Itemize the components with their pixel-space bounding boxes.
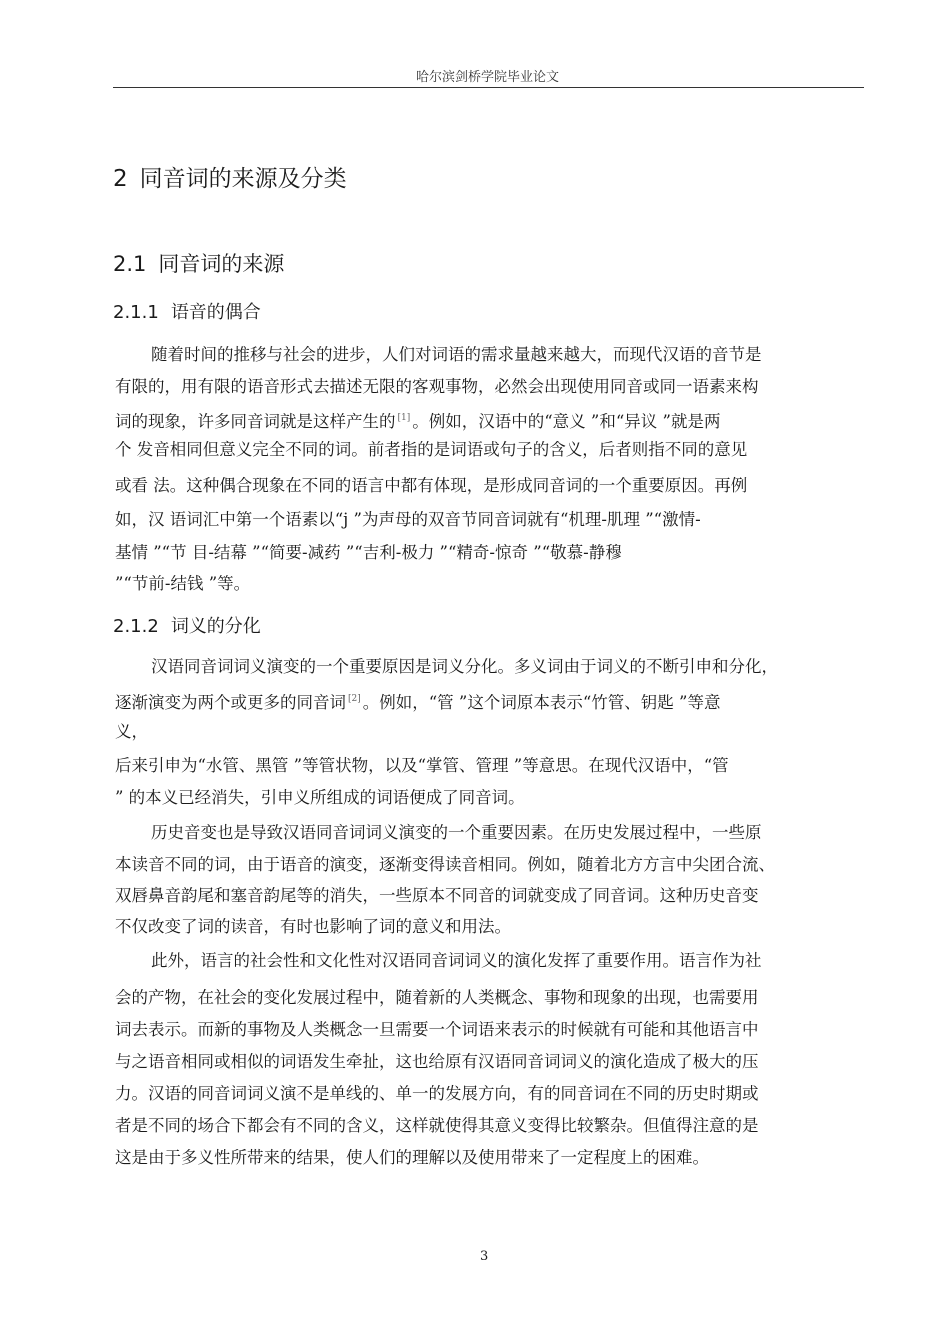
body-line <box>115 688 720 714</box>
body-line: 随着时间的推移与社会的进步，人们对词语的需求量越来越大，而现代汉语的音节是 <box>151 345 762 364</box>
body-line: 基情 ”“节 目-结幕 ”“简要-减药 ”“吉利-极力 ”“精奇-惊奇 ”“敬慕-静穆 <box>115 543 622 562</box>
subsection-title: 同音词的来源 <box>158 252 285 276</box>
section-heading <box>113 160 347 193</box>
body-line: 不仅改变了词的读音，有时也影响了词的意义和用法。 <box>115 917 511 936</box>
body-line: 与之语音相同或相似的词语发生牵扯，这也给原有汉语同音词词义的演化造成了极大的压 <box>115 1052 759 1071</box>
body-line: 后来引申为“水管、黑管 ”等管状物，以及“掌管、管理 ”等意思。在现代汉语中，“管 <box>115 756 729 775</box>
body-text: 。例如，汉语中的“意义 ”和“异议 ”就是两 <box>412 412 721 431</box>
body-text: 词的现象，许多同音词就是这样产生的 <box>115 412 396 431</box>
body-line: 或看 法。这种偶合现象在不同的语言中都有体现，是形成同音词的一个重要原因。再例 <box>115 476 748 495</box>
section-title: 同音词的来源及分类 <box>139 166 347 192</box>
section-number: 2 <box>113 166 128 192</box>
subsection-heading <box>113 248 284 278</box>
body-line: ” 的本义已经消失，引申义所组成的词语便成了同音词。 <box>115 788 525 807</box>
body-line: 双唇鼻音韵尾和塞音韵尾等的消失，一些原本不同音的词就变成了同音词。这种历史音变 <box>115 886 759 905</box>
body-line: 本读音不同的词，由于语音的演变，逐渐变得读音相同。例如，随着北方方言中尖团合流、 <box>115 855 775 874</box>
body-line: 如，汉 语词汇中第一个语素以“j ”为声母的双音节同音词就有“机理-肌理 ”“激情- <box>115 510 701 529</box>
body-text: 。例如，“管 ”这个词原本表示“竹管、钥匙 ”等意 <box>362 693 721 712</box>
subsubsection-number: 2.1.1 <box>113 302 159 323</box>
header-divider <box>113 87 864 88</box>
citation: [1] <box>397 413 411 423</box>
subsubsection-title: 词义的分化 <box>170 616 261 637</box>
subsubsection-heading <box>113 298 261 324</box>
body-line: 这是由于多义性所带来的结果，使人们的理解以及使用带来了一定程度上的困难。 <box>115 1148 709 1167</box>
body-line: 个 发音相同但意义完全不同的词。前者指的是词语或句子的含义，后者则指不同的意见 <box>115 440 748 459</box>
body-line: 此外，语言的社会性和文化性对汉语同音词词义的演化发挥了重要作用。语言作为社 <box>151 951 762 970</box>
body-text: 逐渐演变为两个或更多的同音词 <box>115 693 346 712</box>
subsection-number: 2.1 <box>113 252 147 276</box>
body-line: 汉语同音词词义演变的一个重要原因是词义分化。多义词由于词义的不断引申和分化， <box>151 657 778 676</box>
subsubsection-number: 2.1.2 <box>113 616 159 637</box>
body-line: 力。汉语的同音词词义演不是单线的、单一的发展方向，有的同音词在不同的历史时期或 <box>115 1084 759 1103</box>
subsubsection-title: 语音的偶合 <box>170 302 261 323</box>
body-line: 有限的，用有限的语音形式去描述无限的客观事物，必然会出现使用同音或同一语素来构 <box>115 377 759 396</box>
body-line: 义， <box>115 722 148 741</box>
body-line: 者是不同的场合下都会有不同的含义，这样就使得其意义变得比较繁杂。但值得注意的是 <box>115 1116 759 1135</box>
body-line: ”“节前-结钱 ”等。 <box>115 574 251 593</box>
body-line: 词去表示。而新的事物及人类概念一旦需要一个词语来表示的时候就有可能和其他语言中 <box>115 1020 759 1039</box>
page-number: 3 <box>480 1249 489 1264</box>
page-header: 哈尔滨剑桥学院毕业论文 <box>415 70 559 85</box>
body-line: 会的产物，在社会的变化发展过程中，随着新的人类概念、事物和现象的出现，也需要用 <box>115 988 759 1007</box>
subsubsection-heading <box>113 612 261 638</box>
citation: [2] <box>348 694 361 704</box>
body-line: 历史音变也是导致汉语同音词词义演变的一个重要因素。在历史发展过程中，一些原 <box>151 823 762 842</box>
body-line <box>115 407 720 433</box>
